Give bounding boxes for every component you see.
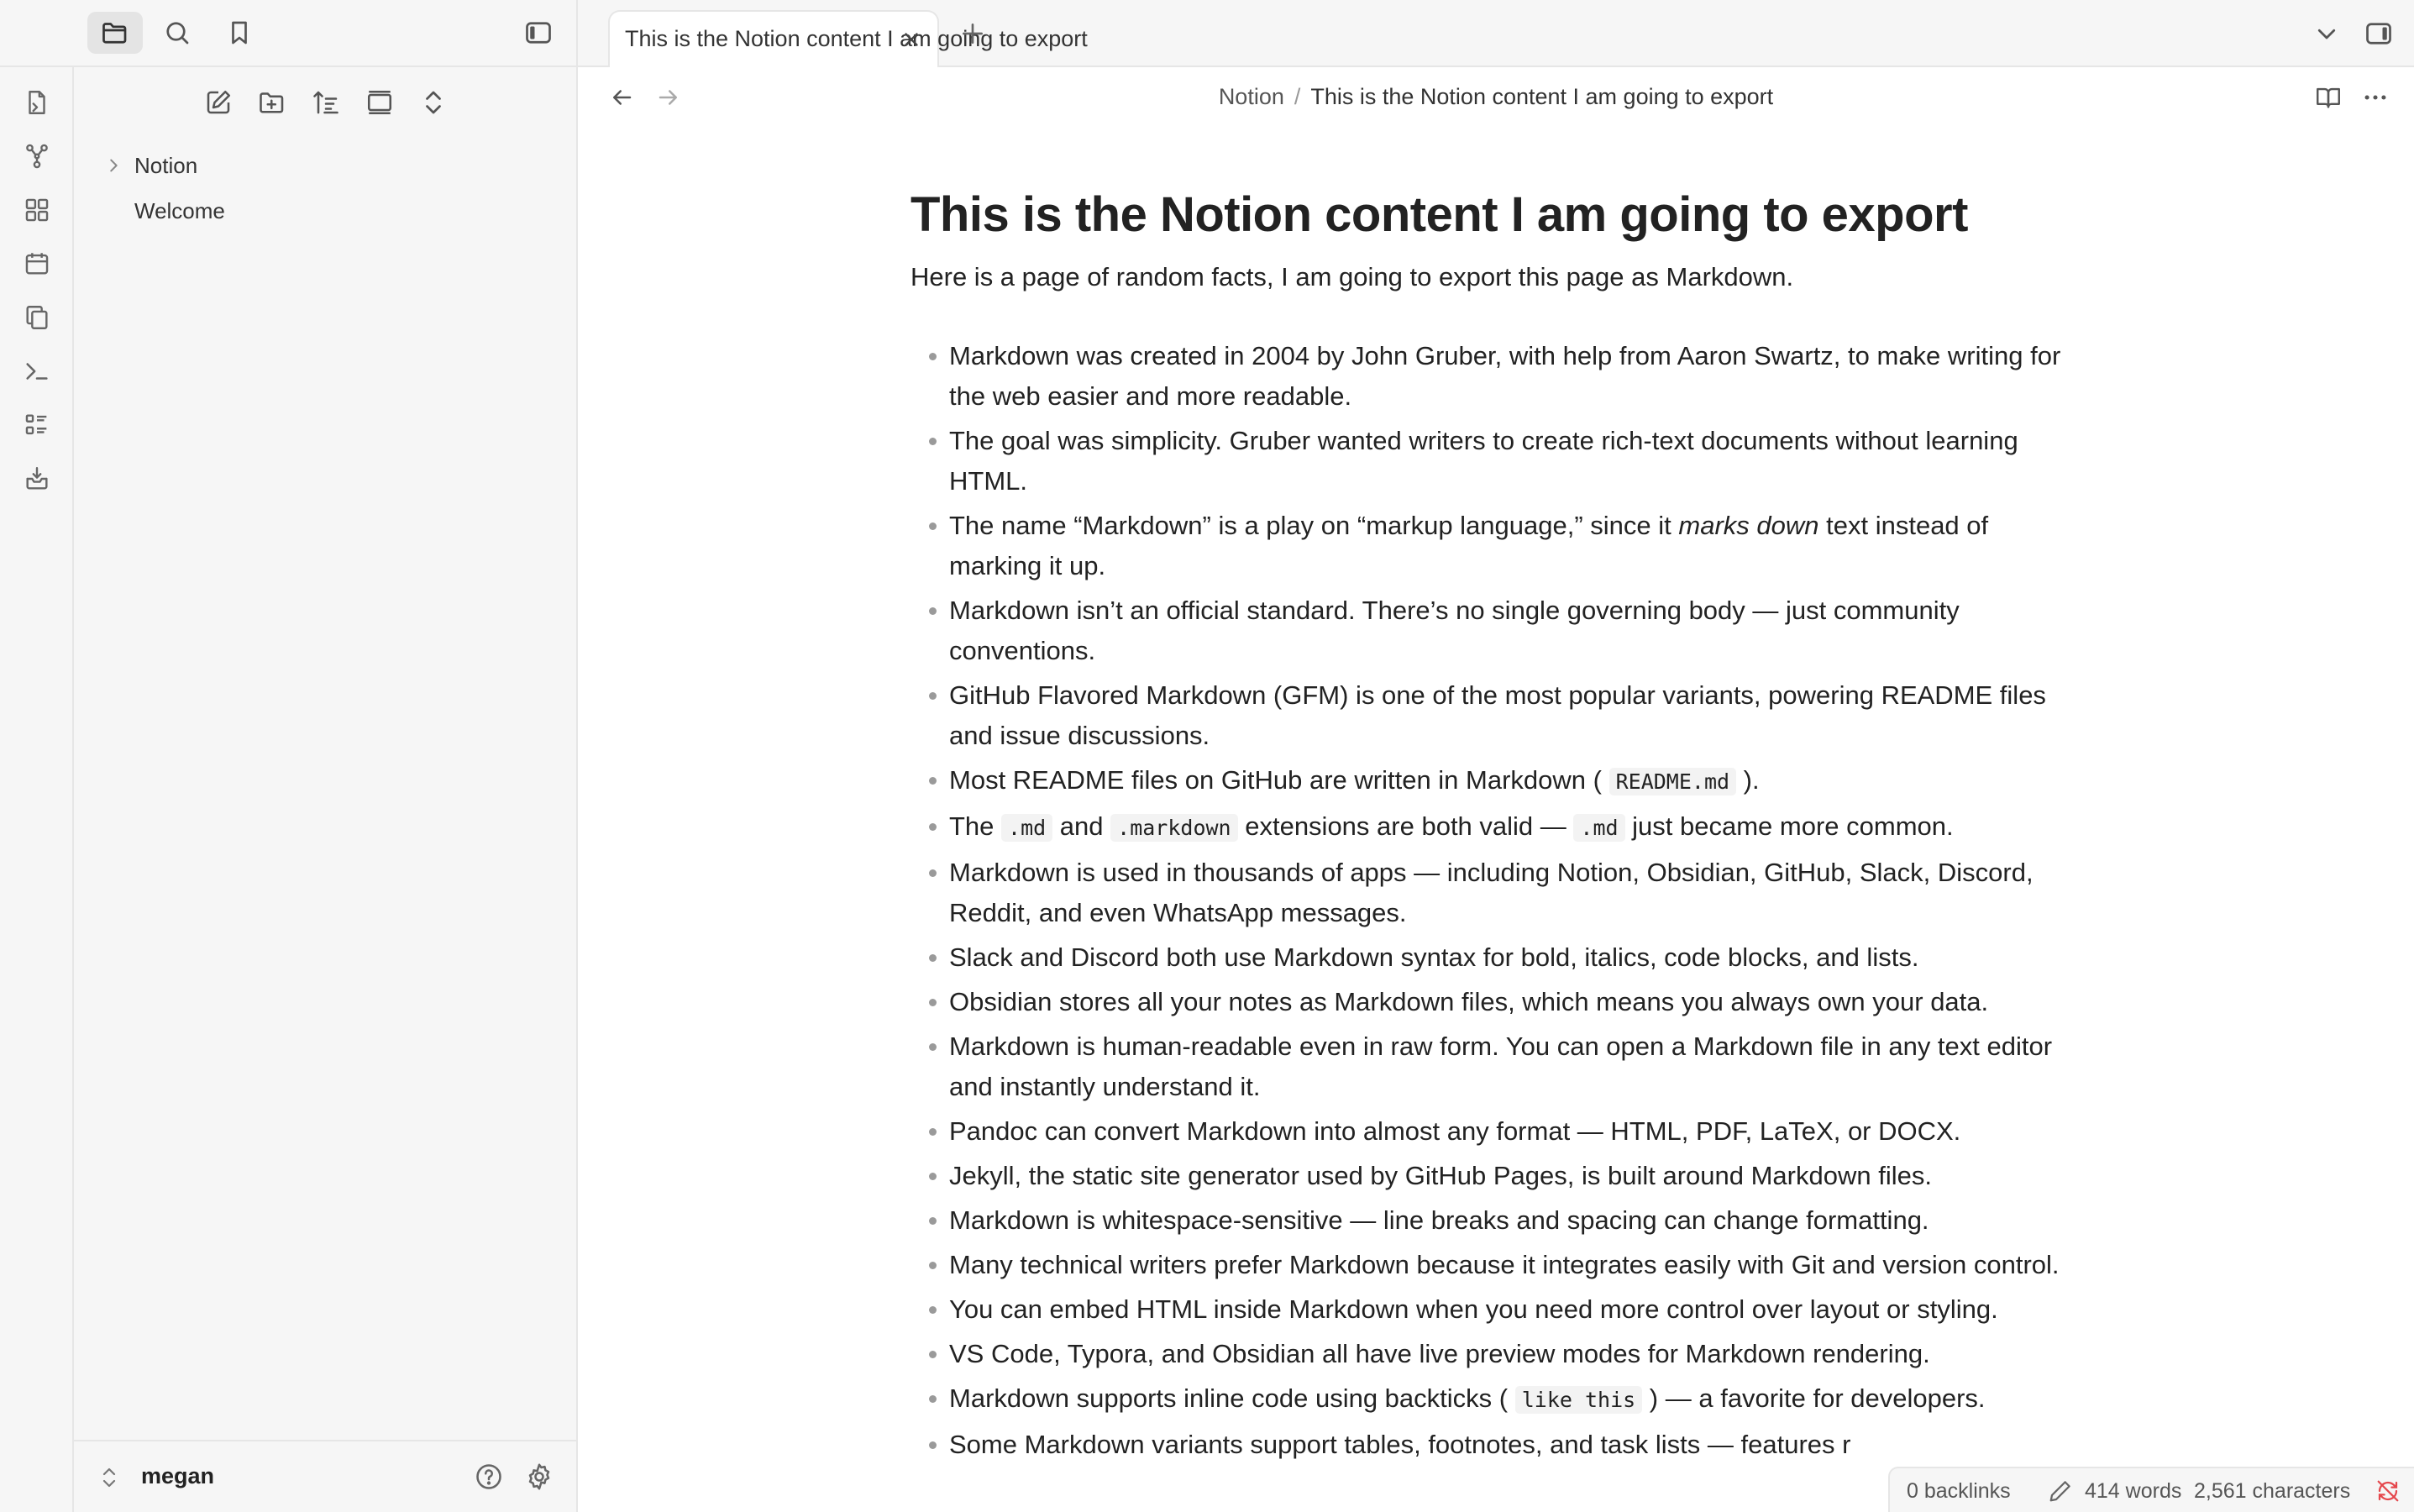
note-content[interactable] [910, 185, 2070, 1469]
character-count: 2,561 characters [2194, 1479, 2351, 1503]
sync-error-icon[interactable] [2375, 1478, 2401, 1504]
file-explorer [74, 67, 578, 1512]
list-item [910, 506, 2070, 586]
tree-item-label: Welcome [134, 197, 225, 223]
chevrons-up-down-icon [418, 87, 449, 118]
list-item-text: Markdown supports inline code using backticks ( [949, 1383, 1515, 1413]
canvas-button[interactable] [20, 193, 54, 227]
terminal-icon [23, 357, 51, 386]
settings-button[interactable] [522, 1460, 556, 1494]
pencil-icon[interactable] [2048, 1478, 2073, 1504]
list-item [910, 1378, 2070, 1420]
list-item-text: The name “Markdown” is a play on “markup language,” since it [949, 511, 1679, 540]
graph-view-icon [23, 142, 51, 171]
change-sort-order-button[interactable] [307, 84, 344, 121]
list-item: Markdown is whitespace-sensitive — line breaks and spacing can change formatting. [910, 1200, 2070, 1241]
bookmarks-tab-button[interactable] [212, 12, 267, 54]
list-item-text: The [949, 811, 1002, 841]
chevron-down-icon [2314, 21, 2339, 46]
folder-plus-icon [257, 87, 287, 118]
search-tab-button[interactable] [150, 12, 205, 54]
backlinks-count[interactable]: 0 backlinks [1907, 1479, 2011, 1503]
sidebar-toggle-icon [523, 18, 554, 48]
tree-item-label: Notion [134, 152, 198, 178]
emphasis-text: marks down [1678, 511, 1819, 540]
list-item: VS Code, Typora, and Obsidian all have live preview modes for Markdown rendering. [910, 1334, 2070, 1374]
templates-button[interactable] [20, 301, 54, 334]
list-item: The goal was simplicity. Gruber wanted writers to create rich-text documents without learning HTML. [910, 421, 2070, 501]
list-item [910, 806, 2070, 848]
list-item [910, 760, 2070, 802]
expand-all-button[interactable] [415, 84, 452, 121]
note-title[interactable]: This is the Notion content I am going to export [910, 187, 1968, 242]
calendar-icon [23, 249, 51, 278]
daily-note-button[interactable] [20, 247, 54, 281]
vault-switcher-bar [74, 1440, 578, 1512]
tab-title: This is the Notion content I am going to export [625, 26, 1088, 51]
breadcrumb [578, 84, 2414, 110]
reveal-file-icon [365, 87, 395, 118]
list-item-text: extensions are both valid — [1237, 811, 1574, 841]
copy-icon [23, 303, 51, 332]
inline-code: .markdown [1110, 814, 1237, 842]
edit-icon [203, 87, 234, 118]
expand-right-sidebar-button[interactable] [2362, 17, 2396, 50]
more-options-button[interactable] [2359, 81, 2392, 114]
list-item: Pandoc can convert Markdown into almost any format — HTML, PDF, LaTeX, or DOCX. [910, 1111, 2070, 1152]
list-item: Jekyll, the static site generator used by GitHub Pages, is built around Markdown files. [910, 1156, 2070, 1196]
search-icon [162, 18, 192, 48]
inline-code: like this [1515, 1386, 1642, 1414]
command-palette-button[interactable] [20, 354, 54, 388]
new-folder-button[interactable] [254, 84, 291, 121]
importer-button[interactable] [20, 462, 54, 496]
status-bar [1888, 1467, 2414, 1512]
more-horizontal-icon [2361, 83, 2390, 112]
list-item: Some Markdown variants support tables, footnotes, and task lists — features r [910, 1425, 2070, 1465]
quick-switcher-button[interactable] [20, 86, 54, 119]
folder-icon [100, 18, 130, 48]
help-button[interactable] [472, 1460, 506, 1494]
list-item: Markdown isn’t an official standard. There’s no single governing body — just community conventions. [910, 591, 2070, 671]
left-toolbar [0, 0, 578, 67]
book-open-icon [2314, 83, 2343, 112]
tab-active-note[interactable] [608, 10, 1088, 69]
inline-code: .md [1573, 814, 1624, 842]
inline-code: .md [1001, 814, 1052, 842]
list-item: Markdown was created in 2004 by John Gruber, with help from Aaron Swartz, to make writing for the web easier and more readable. [910, 336, 2070, 417]
sort-icon [311, 87, 341, 118]
list-item-text: ) — a favorite for developers. [1642, 1383, 1986, 1413]
list-item-text: just became more common. [1624, 811, 1954, 841]
breadcrumb-parent[interactable]: Notion [1218, 84, 1284, 109]
chevron-right-icon [104, 156, 123, 175]
view-header [578, 67, 2414, 128]
plus-icon [959, 20, 986, 47]
bases-button[interactable] [20, 408, 54, 442]
auto-reveal-button[interactable] [361, 84, 398, 121]
tree-file-welcome[interactable] [74, 190, 578, 232]
new-note-button[interactable] [200, 84, 237, 121]
tab-close-button[interactable] [897, 25, 926, 54]
vault-name[interactable]: megan [141, 1463, 215, 1488]
graph-view-button[interactable] [20, 139, 54, 173]
chevrons-up-down-icon[interactable] [99, 1465, 119, 1490]
list-item: Markdown is used in thousands of apps — including Notion, Obsidian, GitHub, Slack, Discord, Reddit, and even WhatsApp messages. [910, 853, 2070, 933]
word-count: 414 words [2085, 1479, 2182, 1503]
facts-list [910, 336, 2070, 1465]
list-item: You can embed HTML inside Markdown when you need more control over layout or styling. [910, 1289, 2070, 1330]
breadcrumb-separator: / [1294, 84, 1301, 109]
sidebar-right-icon [2364, 18, 2394, 49]
import-icon [23, 465, 51, 493]
files-tab-button[interactable] [87, 12, 143, 54]
tab-bar [578, 0, 2414, 67]
list-grid-icon [23, 411, 51, 439]
list-item: Markdown is human-readable even in raw form. You can open a Markdown file in any text editor and instantly understand it. [910, 1026, 2070, 1107]
list-item-text: and [1052, 811, 1111, 841]
inline-code: README.md [1609, 768, 1736, 795]
reading-view-button[interactable] [2312, 81, 2345, 114]
note-intro-paragraph: Here is a page of random facts, I am going to export this page as Markdown. [910, 262, 1794, 291]
file-explorer-actions [74, 84, 578, 121]
close-icon [900, 29, 922, 50]
collapse-left-sidebar-button[interactable] [511, 12, 566, 54]
gear-icon [524, 1462, 554, 1492]
tree-folder-notion[interactable] [74, 144, 578, 186]
ribbon [0, 67, 74, 1512]
list-item-text: Most README files on GitHub are written in Markdown ( [949, 765, 1609, 795]
list-item: GitHub Flavored Markdown (GFM) is one of the most popular variants, powering README files and issue discussions. [910, 675, 2070, 756]
list-item-text: text instead of marking it up. [949, 511, 1989, 580]
tab-list-button[interactable] [2312, 18, 2342, 49]
list-item: Many technical writers prefer Markdown because it integrates easily with Git and version control. [910, 1245, 2070, 1285]
breadcrumb-current[interactable]: This is the Notion content I am going to export [1310, 84, 1774, 109]
new-tab-button[interactable] [956, 17, 989, 50]
list-item: Slack and Discord both use Markdown syntax for bold, italics, code blocks, and lists. [910, 937, 2070, 978]
bookmark-icon [224, 18, 255, 48]
help-circle-icon [474, 1462, 504, 1492]
list-item-text: ). [1736, 765, 1760, 795]
canvas-icon [23, 196, 51, 224]
open-quick-switcher-icon [23, 88, 51, 117]
list-item: Obsidian stores all your notes as Markdown files, which means you always own your data. [910, 982, 2070, 1022]
